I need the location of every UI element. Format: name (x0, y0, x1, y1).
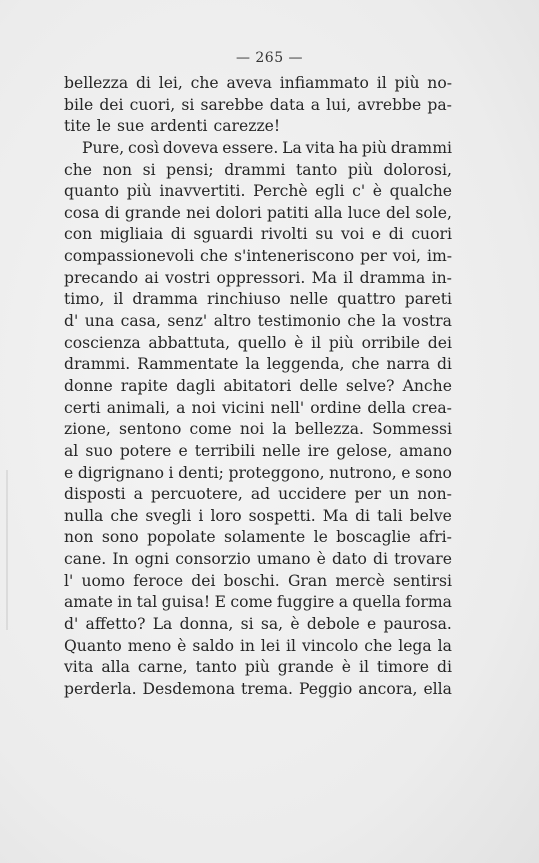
word: altro (213, 312, 252, 331)
word: infiammato (279, 74, 369, 92)
word: ordine (310, 398, 362, 417)
word: selve? (345, 376, 395, 395)
word: pa- (427, 95, 452, 114)
word: l' (64, 571, 74, 590)
word: guisa! (161, 593, 211, 612)
text-line (64, 354, 452, 376)
word: si (240, 615, 254, 634)
word: vostra (402, 312, 452, 331)
word: essere. (222, 138, 279, 157)
word: noi (239, 420, 265, 439)
word: sentono (118, 420, 182, 439)
word: uomo (81, 571, 126, 590)
word: che (190, 74, 219, 92)
word: più (347, 160, 373, 179)
word: con (64, 225, 93, 244)
word: pensi; (166, 160, 214, 179)
word: drammi (224, 160, 286, 179)
word: c' (352, 182, 366, 201)
word: Gran (287, 571, 328, 590)
word: di (372, 550, 388, 569)
word: abitatori (223, 376, 292, 395)
word: narra (386, 355, 430, 374)
word: Desdemona (142, 679, 236, 698)
word: avrebbe (357, 95, 422, 114)
word: bellezza (64, 74, 129, 92)
word: delle (299, 376, 338, 395)
word: afri- (419, 528, 452, 547)
word: timore (376, 658, 430, 677)
word: più (361, 138, 387, 157)
word: a (338, 593, 348, 612)
word: ire (307, 441, 330, 460)
word: sarebbe (200, 95, 264, 114)
word: d' (64, 615, 79, 634)
word: Quanto (64, 636, 122, 655)
word: è (372, 182, 383, 201)
word: bellezza. (294, 420, 364, 439)
word: carne, (137, 658, 188, 677)
word: mercè (335, 571, 385, 590)
text-line (64, 203, 452, 225)
word: è (294, 333, 304, 352)
word: il (376, 74, 387, 92)
word: timo, (64, 290, 105, 309)
word: dolorosi, (383, 160, 452, 179)
word: dato (331, 550, 367, 569)
word: ella (423, 679, 452, 698)
word: ai (144, 268, 159, 287)
word: egli (315, 182, 345, 201)
word: di (135, 74, 151, 92)
word: ha (338, 138, 359, 157)
word: così (127, 138, 160, 157)
word: boschi. (223, 571, 280, 590)
word: sa, (260, 615, 284, 634)
word: sospetti. (248, 506, 316, 525)
word: debole (306, 615, 360, 634)
word: le (96, 117, 111, 136)
word: che (200, 247, 229, 266)
page-number: — 265 — (235, 50, 304, 66)
word: dramma (359, 268, 426, 287)
word: in (239, 636, 255, 655)
word: loro (210, 506, 242, 525)
word: quattro (337, 290, 396, 309)
word: la (272, 420, 287, 439)
word: percuotere, (150, 485, 243, 504)
word: alla (101, 658, 130, 677)
word: è (316, 550, 326, 569)
word: denti; (178, 463, 224, 482)
word: Perchè (253, 182, 308, 201)
word: lega (398, 636, 432, 655)
text-line (64, 224, 452, 246)
word: di (388, 225, 404, 244)
word: animali, (106, 398, 171, 417)
word: cane. (64, 550, 107, 569)
word: sono (415, 463, 452, 482)
text-line (64, 138, 452, 160)
word: la (245, 355, 260, 374)
word: lei (260, 636, 281, 655)
word: e (178, 441, 188, 460)
word: di (104, 203, 120, 222)
word: nell' (270, 398, 305, 417)
word: vicini (221, 398, 265, 417)
word: a (176, 398, 186, 417)
word: orribile (361, 333, 421, 352)
word: quanto (64, 182, 120, 201)
word: e (64, 463, 74, 482)
text-line (64, 160, 452, 182)
word: trema. (240, 679, 293, 698)
text-line (64, 636, 452, 658)
word: sguardi (193, 225, 254, 244)
word: meno (127, 636, 172, 655)
word: solamente (223, 528, 306, 547)
word: su (315, 225, 334, 244)
word: svegli (145, 506, 192, 525)
word: rivolti (260, 225, 308, 244)
word: il (113, 290, 124, 309)
text-line (64, 246, 452, 268)
word: aveva (226, 74, 272, 92)
word: Peggio (298, 679, 353, 698)
word: nulla (64, 506, 104, 525)
word: è (177, 636, 187, 655)
word: umano (256, 550, 311, 569)
word: E (214, 593, 226, 612)
word: im- (426, 247, 452, 266)
word: donna, (179, 615, 234, 634)
word: a (133, 485, 143, 504)
word: è (341, 658, 351, 677)
word: migliaia (99, 225, 164, 244)
word: non (102, 160, 133, 179)
body-text (64, 73, 452, 701)
word: la (437, 636, 452, 655)
text-line (64, 592, 452, 614)
text-line (64, 679, 452, 701)
word: il (358, 658, 369, 677)
word: più (394, 74, 420, 92)
paragraph (64, 138, 452, 701)
word: doveva (162, 138, 219, 157)
word: cuori, (129, 95, 176, 114)
word: voi (341, 225, 365, 244)
word: tali (377, 506, 403, 525)
word: ardenti (150, 117, 208, 136)
word: drammi. (64, 355, 131, 374)
word: lui, (326, 95, 352, 114)
word: tanto (195, 658, 237, 677)
word: grande (124, 203, 181, 222)
word: che (110, 506, 139, 525)
word: senz' (167, 312, 208, 331)
word: Rammentate (137, 355, 239, 374)
word: i (198, 506, 204, 525)
text-line (64, 484, 452, 506)
word: per (360, 247, 387, 266)
word: suo (85, 441, 113, 460)
word: e (401, 463, 411, 482)
word: della (367, 398, 406, 417)
word: Sommessi (372, 420, 452, 439)
word: sue (116, 117, 145, 136)
word: non- (417, 485, 452, 504)
word: come (230, 593, 273, 612)
word: voi, (392, 247, 421, 266)
word: nei (186, 203, 211, 222)
word: amate (64, 593, 113, 612)
word: fuggire (276, 593, 335, 612)
word: in (117, 593, 133, 612)
word: luce (347, 203, 381, 222)
word: e (366, 615, 377, 634)
word: amano (399, 441, 452, 460)
text-line (64, 268, 452, 290)
word: bile (64, 95, 94, 114)
word: forma (405, 593, 452, 612)
text-line (64, 441, 452, 463)
word: alla (313, 203, 343, 222)
word: in- (431, 268, 452, 287)
word: nelle (262, 441, 301, 460)
word: come (189, 420, 232, 439)
text-line (64, 73, 452, 95)
word: dramma (132, 290, 198, 309)
word: certi (64, 398, 101, 417)
word: data (269, 95, 305, 114)
word: Pure, (82, 138, 125, 157)
paragraph (64, 73, 452, 138)
word: quello (237, 333, 287, 352)
text-line (64, 657, 452, 679)
page-edge-mark (6, 470, 8, 630)
word: inavvertiti. (159, 182, 246, 201)
word: dolori (215, 203, 262, 222)
word: il (343, 268, 354, 287)
word: ad (250, 485, 271, 504)
word: più (244, 658, 270, 677)
word: La (152, 615, 173, 634)
word: proteggono, (228, 463, 325, 482)
word: no- (427, 74, 452, 92)
text-line (64, 398, 452, 420)
word: rapite (120, 376, 168, 395)
word: un (389, 485, 410, 504)
word: a (310, 95, 321, 114)
text-line (64, 571, 452, 593)
text-line (64, 289, 452, 311)
word: donne (64, 376, 113, 395)
word: è (290, 615, 300, 634)
word: belve (409, 506, 452, 525)
word: terribili (194, 441, 256, 460)
word: il (311, 333, 322, 352)
word: drammi (390, 138, 452, 157)
word: dei (99, 95, 124, 114)
word: ogni (134, 550, 170, 569)
word: che (364, 636, 393, 655)
word: si (142, 160, 156, 179)
word: oppressori. (216, 268, 306, 287)
word: le (313, 528, 328, 547)
text-line (64, 419, 452, 441)
word: casa, (120, 312, 161, 331)
word: rinchiuso (206, 290, 281, 309)
word: disposti (64, 485, 126, 504)
word: abbattuta, (148, 333, 231, 352)
word: che (64, 160, 93, 179)
word: vita (305, 138, 335, 157)
word: In (112, 550, 129, 569)
word: di (437, 658, 452, 677)
word: compassionevoli (64, 247, 195, 266)
word: grande (277, 658, 334, 677)
text-line (64, 527, 452, 549)
word: Ma (322, 506, 349, 525)
word: uccidere (278, 485, 347, 504)
word: vincolo (301, 636, 359, 655)
word: del (385, 203, 411, 222)
word: che (347, 312, 376, 331)
word: vostri (165, 268, 211, 287)
word: saldo (192, 636, 234, 655)
word: non (64, 528, 94, 547)
text-line (64, 311, 452, 333)
word: d' (64, 312, 79, 331)
word: cuori (411, 225, 452, 244)
word: La (282, 138, 302, 157)
word: tanto (296, 160, 338, 179)
word: Ma (311, 268, 337, 287)
word: dei (191, 571, 216, 590)
text-line (64, 376, 452, 398)
word: nelle (289, 290, 329, 309)
word: precando (64, 268, 139, 287)
text-line (64, 95, 452, 117)
word: per (354, 485, 382, 504)
word: feroce (133, 571, 184, 590)
word: al (64, 441, 79, 460)
word: ancora, (358, 679, 418, 698)
word: quella (352, 593, 401, 612)
text-line (64, 614, 452, 636)
text-line (64, 463, 452, 485)
text-line (64, 181, 452, 203)
word: dei (427, 333, 452, 352)
word: sono (101, 528, 139, 547)
word: leggenda, (266, 355, 345, 374)
word: carezze! (213, 117, 281, 136)
word: gelose, (336, 441, 393, 460)
word: Anche (402, 376, 452, 395)
word: consorzio (175, 550, 251, 569)
word: la (381, 312, 397, 331)
word: digrignano (77, 463, 164, 482)
word: di (436, 355, 452, 374)
word: boscaglie (336, 528, 411, 547)
text-line (64, 549, 452, 571)
word: coscienza (64, 333, 141, 352)
text-line (64, 116, 452, 138)
word: nutrono, (329, 463, 397, 482)
word: pareti (404, 290, 452, 309)
word: dagli (176, 376, 216, 395)
word: tal (136, 593, 158, 612)
word: e (371, 225, 382, 244)
word: una (84, 312, 115, 331)
word: zione, (64, 420, 111, 439)
word: qualche (389, 182, 452, 201)
word: lei, (158, 74, 183, 92)
word: si (181, 95, 195, 114)
word: testimonio (257, 312, 341, 331)
word: che (351, 355, 380, 374)
word: perderla. (64, 679, 137, 698)
word: popolate (147, 528, 216, 547)
word: paurosa. (383, 615, 452, 634)
word: più (328, 333, 354, 352)
text-line (64, 506, 452, 528)
word: i (168, 463, 174, 482)
word: tite (64, 117, 91, 136)
word: s'inteneriscono (234, 247, 355, 266)
word: affetto? (85, 615, 146, 634)
word: cosa (64, 203, 100, 222)
word: di (355, 506, 371, 525)
word: vita (64, 658, 94, 677)
word: sole, (415, 203, 452, 222)
word: trovare (394, 550, 452, 569)
text-line (64, 333, 452, 355)
word: noi (191, 398, 216, 417)
word: sentirsi (393, 571, 452, 590)
word: crea- (411, 398, 452, 417)
word: di (170, 225, 186, 244)
word: più (126, 182, 152, 201)
word: potere (119, 441, 172, 460)
word: patiti (266, 203, 309, 222)
word: il (286, 636, 297, 655)
